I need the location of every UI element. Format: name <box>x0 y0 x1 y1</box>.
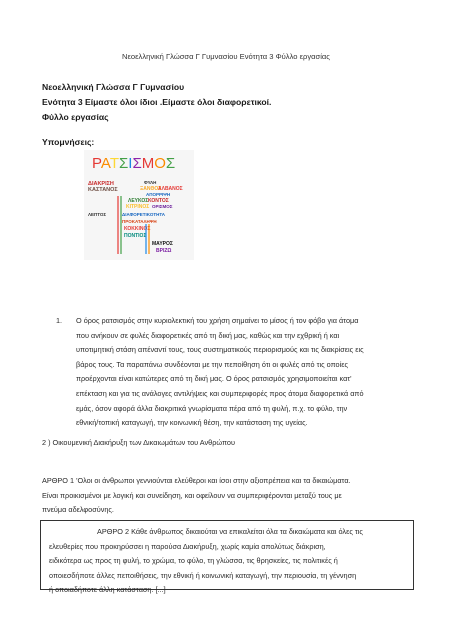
section-2-heading: 2 ) Οικουμενική Διακήρυξη των Δικαιωμάτων του Ανθρώπου <box>42 438 235 447</box>
poster-word-vrizo: ΒΡΙΖΩ <box>156 248 172 254</box>
article-line: Είναι προικισμένοι με λογική και συνείδηση, και οφείλουν να συμπεριφέρονται μεταξύ τους με <box>42 490 342 500</box>
definition-line: βάρος τους. Τα παραπάνω συνδέονται με την πεποίθηση ότι οι φυλές από τις οποίες <box>76 359 348 369</box>
poster-word-kastanos: ΚΑΣΤΑΝΟΣ <box>88 187 118 193</box>
poster-word-aporripsi: ΑΠΟΡΡΙΨΗ <box>146 192 171 197</box>
page-header: Νεοελληνική Γλώσσα Γ Γυμνασίου Ενότητα 3 Φύλλο εργασίας <box>122 52 330 61</box>
poster-word-diaforetikotita: ΔΙΑΦΟΡΕΤΙΚΟΤΗΤΑ <box>122 212 166 217</box>
poster-heading: ΡΑΤΣΙΣΜΟΣ <box>92 155 176 172</box>
article-2-text <box>49 525 409 598</box>
article-1-text <box>42 474 412 518</box>
article-line: ΑΡΘΡΟ 2 Κάθε άνθρωπος δικαιούται να επικαλείται όλα τα δικαιώματα και όλες τις <box>97 527 363 536</box>
article-line: ή οποιαδήποτε άλλη κατάσταση. [...] <box>49 585 166 595</box>
definition-line: Ο όρος ρατσισμός στην κυριολεκτική του χρήση σημαίνει το μίσος ή τον φόβο για άτομα <box>76 316 359 325</box>
article-2-box <box>40 520 414 595</box>
poster-word-leykos: ΛΕΥΚΟΣ <box>128 198 149 204</box>
poster-word-pontios: ΠΟΝΤΙΟΣ <box>124 233 147 239</box>
poster-word-fyli: ΦΥΛΗ <box>144 180 157 185</box>
item-number: 1. <box>56 316 63 325</box>
poster-word-kokkinos: ΚΟΚΚΙΝΟΣ <box>124 226 151 232</box>
title-worksheet: Φύλλο εργασίας <box>42 112 109 122</box>
article-line: οποιεσδήποτε άλλες πεποιθήσεις, την εθνική ή κοινωνική καταγωγή, την περιουσία, τη γέννηση <box>49 570 357 580</box>
poster-word-diakrisi: ΔΙΑΚΡΙΣΗ <box>88 181 114 187</box>
poster-word-leptos: ΛΕΠΤΟΣ <box>88 212 107 217</box>
definition-line: προέρχονται είναι κατώτερες από τη δική μας. Ο όρος ρατσισμός χρησιμοποιείται κατ' <box>76 374 352 384</box>
definition-line: εμάς, όσον αφορά άλλα διακριτικά γνωρίσματα πέρα από τη φυλή, π.χ. το φύλο, την <box>76 403 348 413</box>
poster-word-orismos: ΟΡΙΣΜΟΣ <box>152 204 173 209</box>
definition-item-1 <box>56 314 406 431</box>
article-line: πνεύμα αδελφοσύνης. <box>42 505 114 515</box>
title-unit: Ενότητα 3 Είμαστε όλοι ίδιοι .Είμαστε όλοι διαφορετικοί. <box>42 97 272 107</box>
racism-poster-image <box>84 150 194 260</box>
notes-label: Υπομνήσεις: <box>42 137 95 147</box>
poster-word-xanthos: ΞΑΝΘΟΣ <box>140 186 162 192</box>
article-line: ελευθερίες που προκηρύσσει η παρούσα Διακήρυξη, χωρίς καμία απολύτως διάκριση, <box>49 541 326 551</box>
definition-line: που ανήκουν σε φυλές διαφορετικές από τη δική μας, καθώς και την εχθρική ή και <box>76 330 340 340</box>
article-line: ΑΡΘΡΟ 1 'Ολοι οι άνθρωποι γεννιούνται ελεύθεροι και ίσοι στην αξιοπρέπεια και τα δικαιώματα. <box>42 476 351 485</box>
poster-word-kontos: ΚΟΝΤΟΣ <box>148 198 169 204</box>
poster-word-mavros: ΜΑΥΡΟΣ <box>152 241 173 247</box>
poster-word-kitrinos: ΚΙΤΡΙΝΟΣ <box>126 204 150 210</box>
racism-word-cloud <box>84 150 194 260</box>
definition-line: εθνική/τοπική καταγωγή, την κοινωνική θέση, την κατάσταση της υγείας. <box>76 418 308 428</box>
definition-line: υποτιμητική στάση απέναντί τους, τους συστηματικούς περιορισμούς και τις διακρίσεις εις <box>76 345 364 355</box>
poster-word-alvanos: ΑΛΒΑΝΟΣ <box>158 186 183 192</box>
definition-line: επέκταση και για τις ανάλογες αντιλήψεις και συμπεριφορές προς άτομα διαφορετικά από <box>76 388 364 398</box>
title-subject: Νεοελληνική Γλώσσα Γ Γυμνασίου <box>42 82 185 92</box>
poster-word-prokatalipsi: ΠΡΟΚΑΤΑΛΗΨΗ <box>122 219 157 224</box>
article-line: ειδικότερα ως προς τη φυλή, το χρώμα, το φύλο, τη γλώσσα, τις θρησκείες, τις πολιτικές ή <box>49 556 338 566</box>
